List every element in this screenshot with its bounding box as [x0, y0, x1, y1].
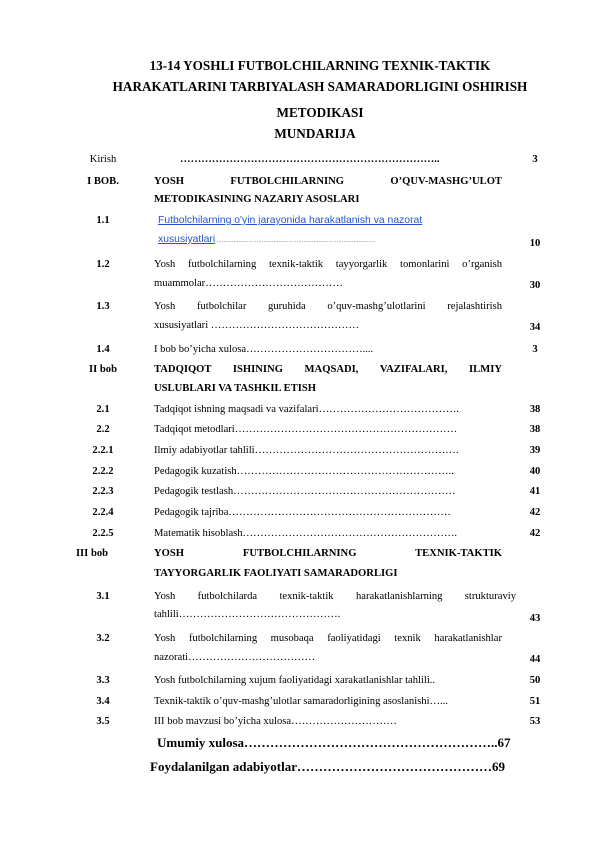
toc-text: Matematik hisoblash…………………………………………………….	[154, 528, 458, 539]
summary-entry: Umumiy xulosa…………………………………………………..67	[157, 735, 511, 750]
toc-number: 2.2.2	[92, 466, 114, 477]
toc-text: Yosh futbolchilarning texnik-taktik tayyorgarlik tomonlarini o’rganish	[154, 259, 502, 270]
toc-number: 3.1	[96, 591, 110, 602]
toc-number: III bob	[75, 548, 109, 559]
toc-text: Pedagogik kuzatish……………………………………………………..	[154, 466, 454, 477]
title-line-1: 13-14 YOSHLI FUTBOLCHILARNING TEXNIK-TAKTIK	[149, 58, 491, 73]
toc-number: 3.3	[96, 675, 110, 686]
toc-number: 3.2	[96, 633, 110, 644]
toc-number: Kirish	[89, 154, 117, 165]
toc-text: Texnik-taktik o’quv-mashg’ulotlar samaradorligining asoslanishi…...	[154, 696, 449, 707]
toc-text-line2: muammolar…………………………………	[154, 278, 343, 289]
toc-text: ………………………………………………………………..	[180, 154, 440, 165]
toc-number: 2.1	[96, 404, 110, 415]
toc-number: 1.1	[96, 215, 110, 226]
toc-text-line2: xususiyatlari ……………………………………	[154, 320, 360, 331]
toc-page: 51	[529, 696, 541, 707]
toc-text: YOSH FUTBOLCHILARNING O’QUV-MASHG’ULOT	[154, 176, 502, 187]
toc-link-dots: ……………………………………………………………………………………	[215, 239, 376, 244]
toc-page: 3	[532, 344, 538, 355]
toc-text: Tadqiqot metodlari………………………………………………………	[154, 424, 458, 435]
toc-number: 2.2	[96, 424, 110, 435]
toc-text: Yosh futbolchilarning musobaqa faoliyatidagi texnik harakatlanishlar	[154, 633, 502, 644]
toc-text: I bob bo’yicha xulosa……………………………....	[154, 344, 374, 355]
toc-number: 1.3	[96, 301, 110, 312]
toc-text: Yosh futbolchilar guruhida o’quv-mashg’ulotlarini rejalashtirish	[154, 301, 502, 312]
toc-page: 3	[532, 154, 538, 165]
toc-page: 44	[529, 654, 541, 665]
toc-page: 38	[529, 404, 541, 415]
toc-number: 2.2.3	[92, 486, 114, 497]
toc-link-line2[interactable]	[158, 232, 498, 250]
toc-text: YOSH FUTBOLCHILARNING TEXNIK-TAKTIK	[154, 548, 502, 559]
toc-number: I BOB.	[87, 176, 119, 187]
toc-page: 34	[529, 322, 541, 333]
toc-text-line2: TAYYORGARLIK FAOLIYATI SAMARADORLIGI	[154, 568, 398, 579]
toc-text: Yosh futbolchilarning xujum faoliyatidagi xarakatlanishlar tahlili..	[154, 675, 436, 686]
title-line-3: METODIKASI	[276, 105, 364, 120]
toc-number: 1.2	[96, 259, 110, 270]
toc-text-line2: USLUBLARI VA TASHKIL ETISH	[154, 383, 317, 394]
toc-page: 39	[529, 445, 541, 456]
toc-page: 30	[529, 280, 541, 291]
toc-page: 40	[529, 466, 541, 477]
toc-text: Yosh futbolchilarda texnik-taktik harakatlanishlarning strukturaviy	[154, 591, 516, 602]
toc-text-line2: nazorati………………………………	[154, 652, 316, 663]
toc-text-line2: METODIKASINING NAZARIY ASOSLARI	[154, 194, 360, 205]
toc-number: II bob	[89, 364, 117, 375]
toc-page: 38	[529, 424, 541, 435]
toc-text: Pedagogik testlash………………………………………………………	[154, 486, 456, 497]
toc-number: 1.4	[96, 344, 110, 355]
toc-number: 3.5	[96, 716, 110, 727]
toc-page: 42	[529, 507, 541, 518]
toc-page: 50	[529, 675, 541, 686]
toc-page: 43	[529, 613, 541, 624]
toc-link-text[interactable]: Futbolchilarning o'yin jarayonida harakatlanish va nazorat	[158, 215, 423, 226]
toc-text: III bob mavzusi bo’yicha xulosa…………………………	[154, 716, 398, 727]
toc-page: 42	[529, 528, 541, 539]
toc-number: 3.4	[96, 696, 110, 707]
title-line-2: HARAKATLARINI TARBIYALASH SAMARADORLIGINI OSHIRISH	[112, 79, 528, 94]
toc-link-text-line2[interactable]: xususiyatlari	[158, 234, 216, 245]
toc-page: 53	[529, 716, 541, 727]
toc-number: 2.2.5	[92, 528, 114, 539]
toc-link[interactable]	[158, 213, 506, 229]
toc-page: 10	[529, 238, 541, 249]
references-entry: Foydalanilgan adabiyotlar………………………………………69	[150, 759, 505, 774]
contents-heading: MUNDARIJA	[274, 126, 356, 141]
toc-text: Pedagogik tajriba………………………………………………………	[154, 507, 451, 518]
toc-text-line2: tahlili……………………………………….	[154, 609, 341, 620]
toc-page: 41	[529, 486, 541, 497]
toc-number: 2.2.1	[92, 445, 114, 456]
toc-text: Ilmiy adabiyotlar tahlili………………………………………………….	[154, 445, 459, 456]
toc-number: 2.2.4	[92, 507, 114, 518]
toc-text: TADQIQOT ISHINING MAQSADI, VAZIFALARI, ILMIY	[154, 364, 502, 375]
toc-text: Tadqiqot ishning maqsadi va vazifalari………………………………….	[154, 404, 459, 415]
